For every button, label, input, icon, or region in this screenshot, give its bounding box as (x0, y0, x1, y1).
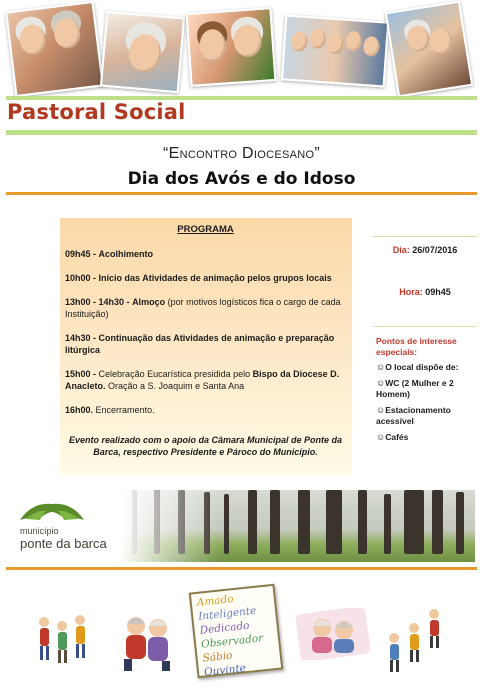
hour-value: 09h45 (425, 287, 451, 297)
sponsor-note: Evento realizado com o apoio da Câmara Municipal de Ponte da Barca, respectivo Presidente e Pároco do Município. (68, 435, 343, 457)
program-item-text: Início das Atividades de animação pelos grupos locais (98, 273, 332, 283)
event-name: “Encontro Diocesano” (162, 145, 320, 162)
program-item-text: Encerramento. (95, 405, 155, 415)
poi-item-text: Estacionamento acessível (376, 405, 451, 426)
side-rule (373, 326, 477, 327)
smiley-icon: ☺ (376, 378, 386, 388)
tree-trunk (384, 494, 391, 554)
poi-title: Pontos de interesse especiais: (376, 336, 457, 357)
program-heading: PROGRAMA (177, 224, 234, 235)
photo-group-seniors (281, 14, 389, 87)
page-title: Pastoral Social (7, 100, 186, 124)
hour-label: Hora: (399, 287, 423, 297)
program-item-time: 09h45 - (65, 249, 97, 259)
municipality-name: ponte da barca (20, 536, 107, 551)
program-item-note: (por motivos logísticos fica o cargo de cada Instituição) (65, 297, 341, 319)
program-item-time: 14h30 - (65, 333, 97, 343)
face-shape (327, 33, 344, 54)
poi-item (376, 432, 478, 443)
photo-elderly-woman (100, 11, 185, 94)
event-date (373, 245, 477, 255)
smiley-icon: ☺ (376, 432, 386, 442)
program-item-prayer: Oração a S. Joaquim e Santa Ana (108, 381, 245, 391)
date-value: 26/07/2016 (412, 245, 458, 255)
event-hour (373, 287, 477, 297)
photo-elderly-couple (385, 1, 474, 98)
municipality-logo-icon (16, 498, 88, 524)
poi-item (376, 405, 478, 427)
card-word: Dedicado (199, 619, 251, 637)
face-shape (428, 26, 454, 55)
poi-item (376, 362, 478, 373)
tree-trunk (404, 490, 424, 554)
card-word: Sábio (202, 649, 234, 665)
photo-grandparents-laughing (5, 1, 104, 97)
side-rule (373, 236, 477, 237)
face-shape (291, 31, 308, 52)
program-item (65, 272, 346, 284)
program-item-time: 10h00 - (65, 273, 97, 283)
program-item-bishop: Bispo da Diocese D. Anacleto. (65, 369, 340, 391)
header-bottom-rule (6, 130, 477, 135)
program-item (65, 296, 346, 320)
face-shape (345, 31, 362, 52)
program-item (65, 368, 346, 392)
points-of-interest (376, 336, 478, 448)
program-item-time: 13h00 - 14h30 - (65, 297, 130, 307)
tree-trunk (326, 490, 342, 554)
tree-trunk (456, 492, 464, 554)
dancing-seniors-illustration (32, 612, 94, 668)
program-item-text: Celebração Eucarística presidida pelo (98, 369, 251, 379)
tree-trunk (248, 490, 257, 554)
title-rule (6, 192, 477, 195)
date-label: Dia: (392, 245, 410, 255)
municipality-label: município (20, 526, 59, 536)
program-item (65, 332, 346, 356)
smiley-icon: ☺ (376, 362, 386, 372)
program-item-text: Continuação das Atividades de animação e preparação litúrgica (65, 333, 335, 355)
card-word: Observador (200, 632, 264, 651)
card-word: Ouvinte (203, 662, 247, 679)
program-item-text: Acolhimento (98, 249, 154, 259)
poi-item-text: Cafés (385, 432, 409, 442)
municipality-banner (10, 490, 475, 562)
face-shape (363, 36, 380, 57)
photo-grandmother-child (186, 7, 277, 87)
footer-rule (6, 567, 477, 570)
tree-trunk (432, 490, 443, 554)
card-word: Inteligente (197, 604, 257, 623)
program-item (65, 248, 346, 260)
virtues-card (189, 584, 284, 679)
event-title: Dia dos Avós e do Idoso (127, 169, 356, 189)
forest-photo (120, 490, 475, 562)
program-item (65, 404, 346, 416)
tree-trunk (270, 490, 280, 554)
smiley-icon: ☺ (376, 405, 386, 415)
tree-trunk (224, 494, 229, 554)
program-item-time: 16h00. (65, 405, 94, 415)
poi-item (376, 378, 478, 400)
card-word: Amado (196, 593, 235, 609)
grandparents-hug-illustration (110, 612, 186, 674)
face-shape (309, 28, 326, 49)
program-item-time: 15h00 - (65, 369, 97, 379)
poi-item-text: O local dispõe de: (385, 362, 459, 372)
family-group-illustration (380, 604, 452, 674)
program-item-text: Almoço (132, 297, 166, 307)
tree-trunk (358, 490, 367, 554)
forest-fade (120, 490, 220, 562)
poi-item-text: WC (2 Mulher e 2 Homem) (376, 378, 454, 399)
elderly-couple-illustration (296, 608, 370, 660)
tree-trunk (298, 490, 310, 554)
program-box (60, 218, 352, 475)
